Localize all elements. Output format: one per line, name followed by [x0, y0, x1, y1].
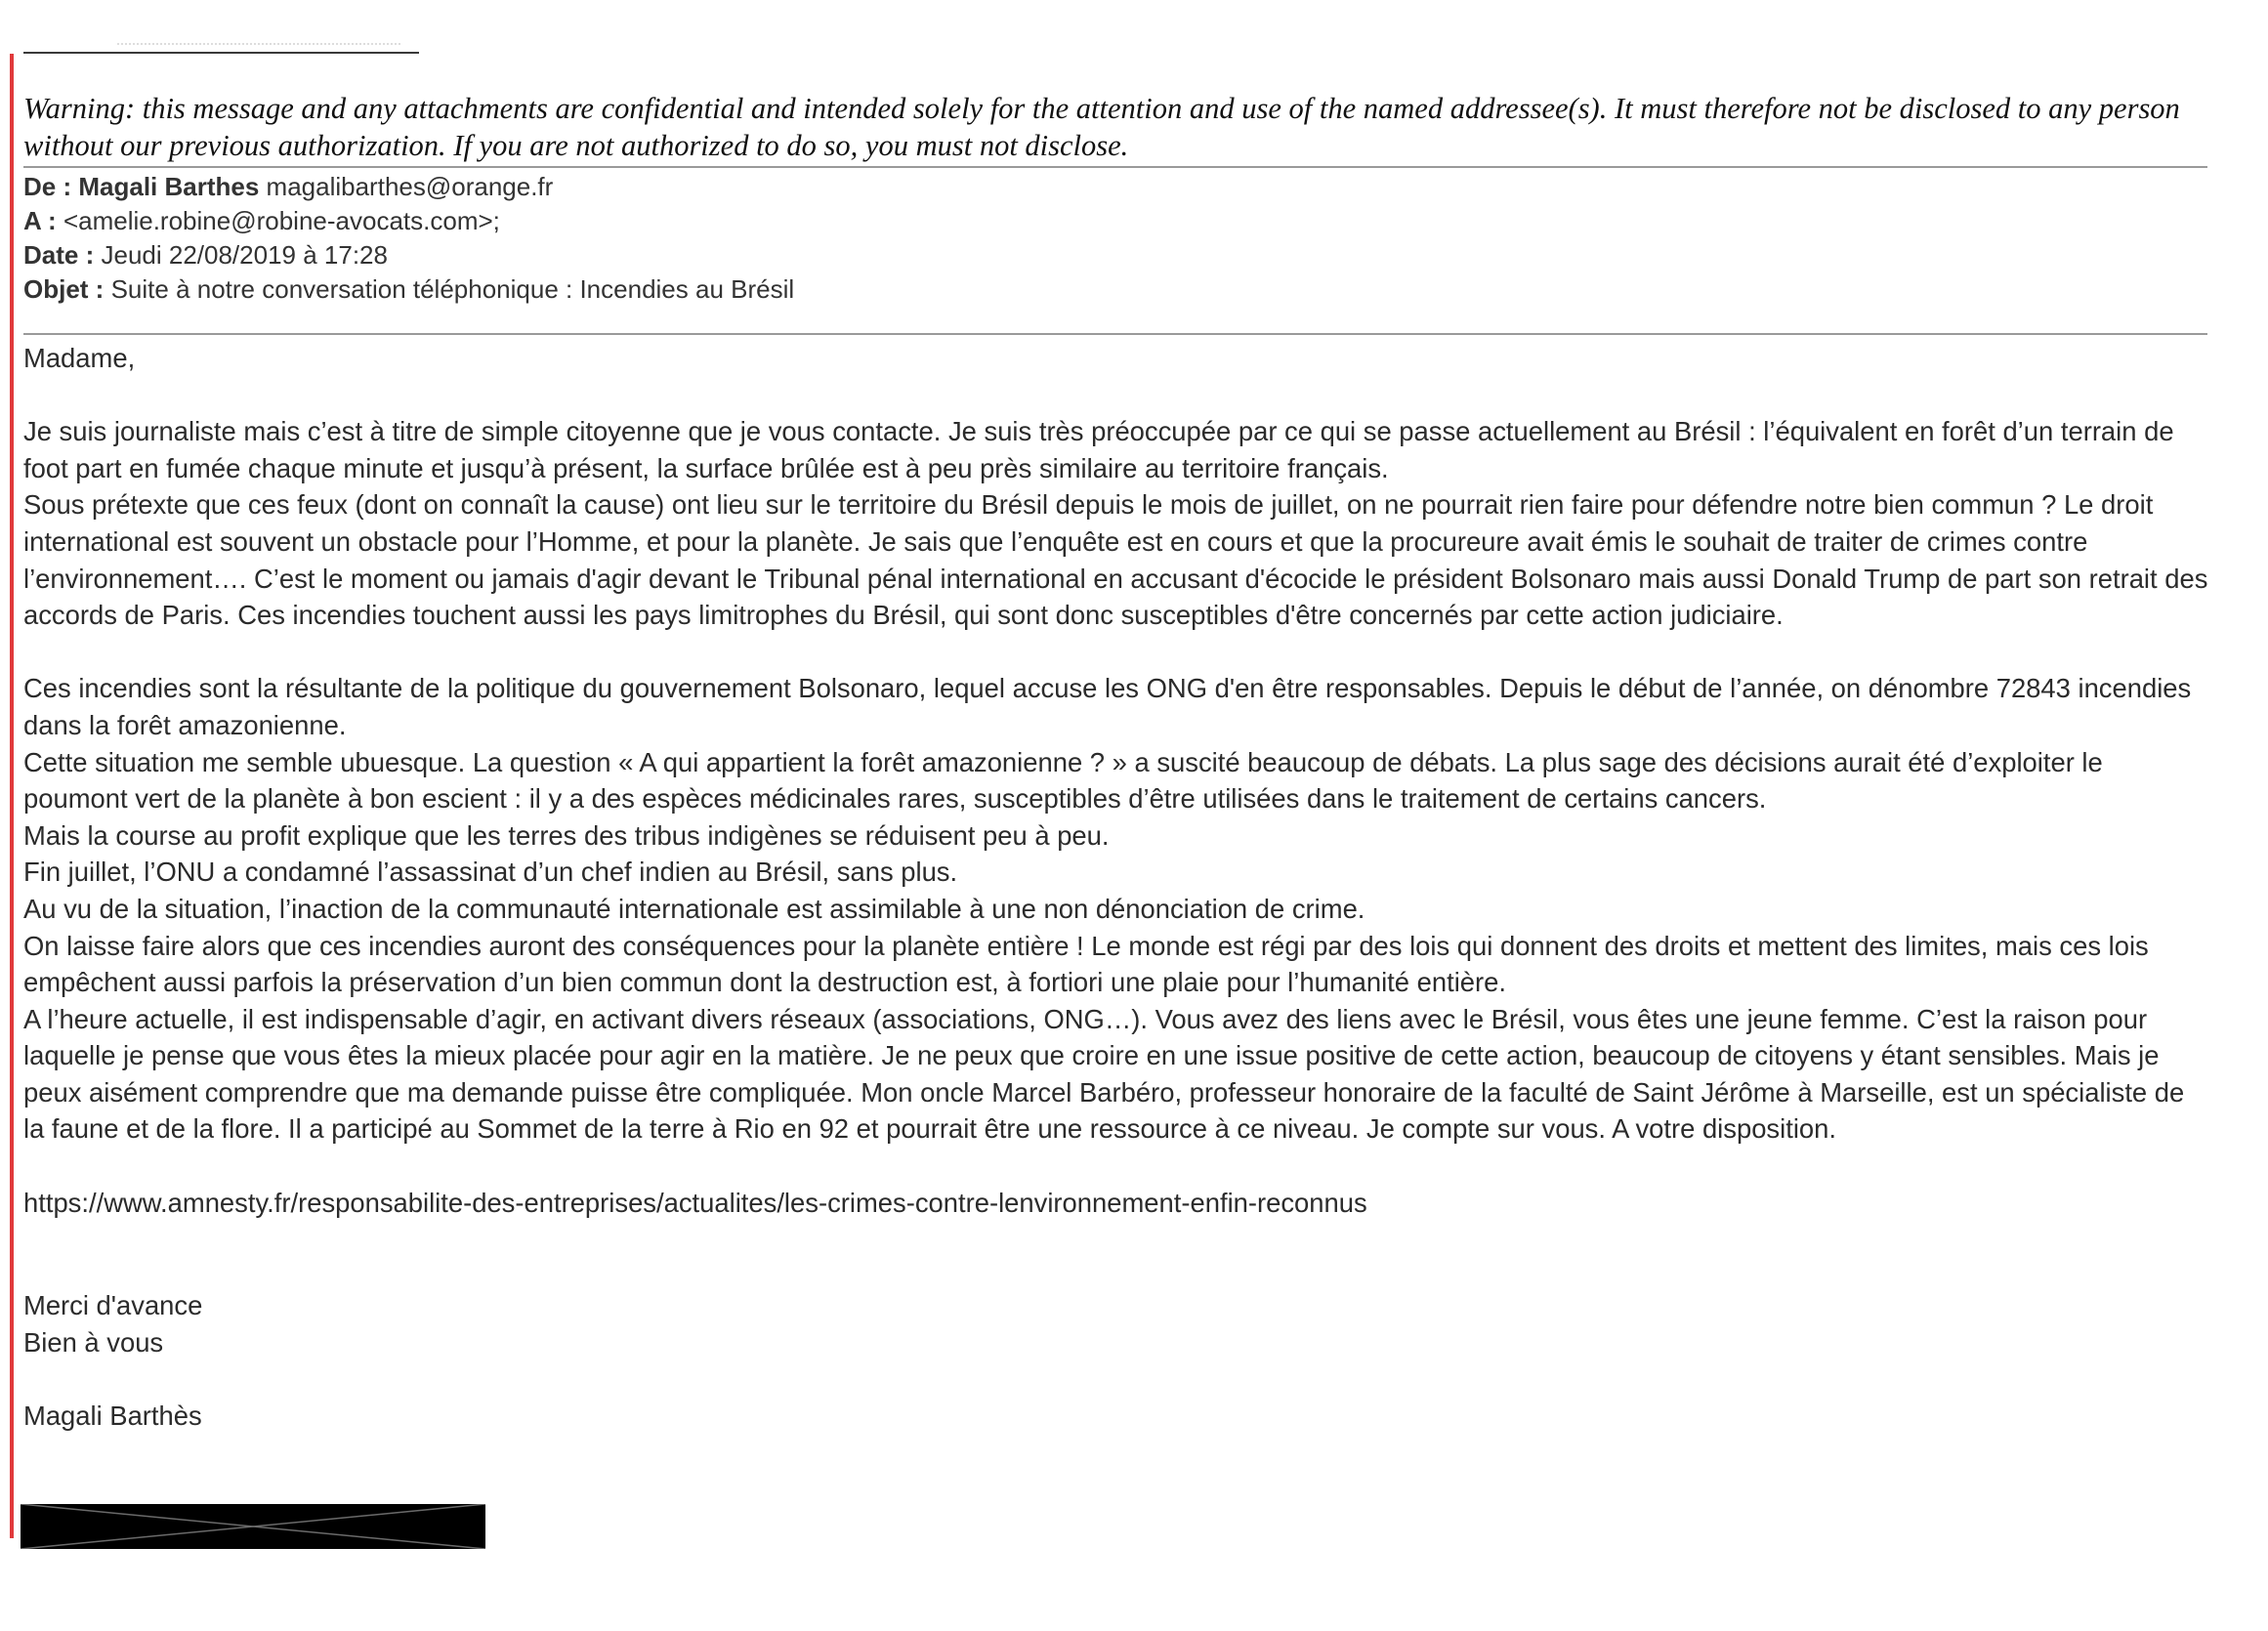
paragraph: Au vu de la situation, l’inaction de la communauté internationale est assimilable à une non dénonciation de crime.: [23, 893, 1365, 924]
quote-bar: [10, 54, 14, 1538]
closing-thanks: Merci d'avance: [23, 1290, 203, 1321]
email-body: [23, 340, 2211, 1435]
confidentiality-warning: Warning: this message and any attachments are confidential and intended solely for the attention and use of the named addressee(s). It must therefore not be disclosed to any person without our previous authorization. If you are not authorized to do so, you must not disclose.: [23, 92, 2180, 162]
redaction-box: [21, 1504, 485, 1549]
signature-name: Magali Barthès: [23, 1401, 202, 1432]
paragraph: Je suis journaliste mais c’est à titre de simple citoyenne que je vous contacte. Je suis très préoccupée par ce qui se passe actuellement au Brésil : l’équivalent en forêt d’un terrain de foot part en fumée chaque minute et jusqu’à présent, la surface brûlée est à peu près similaire au territoire français.: [23, 416, 2174, 483]
from-row: [23, 170, 2211, 204]
date-value: Jeudi 22/08/2019 à 17:28: [101, 240, 388, 270]
paragraph: Sous prétexte que ces feux (dont on connaît la cause) ont lieu sur le territoire du Brésil depuis le mois de juillet, on ne pourrait rien faire pour défendre notre bien commun ? Le droit international est souvent un obstacle pour l’Homme, et pour la planète. Je sais que l’enquête est en cours et que la procureure avait émis le souhait de traiter de crimes contre l’environnement…. C’est le moment ou jamais d'agir devant le Tribunal pénal international en accusant d'écocide le président Bolsonaro mais aussi Donald Trump de part son retrait des accords de Paris. Ces incendies touchent aussi les pays limitrophes du Brésil, qui sont donc susceptibles d'être concernés par cette action judiciaire.: [23, 489, 2208, 631]
top-separator: [23, 52, 419, 54]
paragraph: Cette situation me semble ubuesque. La question « A qui appartient la forêt amazonienne ? » a suscité beaucoup de débats. La plus sage des décisions aurait été d’exploiter le poumont vert de la planète à bon escient : il y a des espèces médicinales rares, susceptibles d’être utilisées dans le traitement de certains cancers.: [23, 746, 2103, 815]
paragraph: On laisse faire alors que ces incendies auront des conséquences pour la planète entière ! Le monde est régi par des lois qui donnent des droits et mettent des limites, mais ces lois empêchent aussi parfois la préservation d’un bien commun dont la destruction est, à fortiori une plaie pour l’humanité entière.: [23, 930, 2149, 998]
date-label: Date :: [23, 240, 95, 270]
subject-row: [23, 272, 2211, 307]
to-label: A :: [23, 206, 57, 235]
faded-signature-line: [117, 43, 400, 51]
subject-label: Objet :: [23, 274, 105, 304]
from-email[interactable]: magalibarthes@orange.fr: [266, 172, 554, 201]
paragraph: Ces incendies sont la résultante de la politique du gouvernement Bolsonaro, lequel accuse les ONG d'en être responsables. Depuis le début de l’année, on dénombre 72843 incendies dans la forêt amazonienne.: [23, 673, 2192, 740]
to-row: [23, 204, 2211, 238]
paragraph: Mais la course au profit explique que les terres des tribus indigènes se réduisent peu à peu.: [23, 819, 1110, 851]
date-row: [23, 238, 2211, 272]
from-name: Magali Barthes: [78, 172, 260, 201]
from-label: De :: [23, 172, 72, 201]
subject-value: Suite à notre conversation téléphonique : Incendies au Brésil: [110, 274, 795, 304]
paragraph: Fin juillet, l’ONU a condamné l’assassinat d’un chef indien au Brésil, sans plus.: [23, 857, 958, 888]
header-separator-bottom: [23, 333, 2207, 335]
closing-regards: Bien à vous: [23, 1326, 164, 1358]
header-separator-top: [23, 166, 2207, 168]
to-address[interactable]: <amelie.robine@robine-avocats.com>;: [63, 206, 500, 235]
redaction-cross-icon: [21, 1504, 485, 1549]
paragraph: A l’heure actuelle, il est indispensable d’agir, en activant divers réseaux (associations, ONG…). Vous avez des liens avec le Brésil, vous êtes une jeune femme. C’est la raison pour laquelle je pense que vous êtes la mieux placée pour agir en la matière. Je ne peux que croire en une issue positive de cette action, beaucoup de citoyens y étant sensibles. Mais je peux aisément comprendre que ma demande puisse être compliquée. Mon oncle Marcel Barbéro, professeur honoraire de la faculté de Saint Jérôme à Marseille, est un spécialiste de la faune et de la flore. Il a participé au Sommet de la terre à Rio en 92 et pourrait être une ressource à ce niveau. Je compte sur vous. A votre disposition.: [23, 1003, 2185, 1145]
amnesty-link[interactable]: https://www.amnesty.fr/responsabilite-des-entreprises/actualites/les-crimes-contre-lenvironnement-enfin-reconnus: [23, 1187, 1367, 1218]
greeting: Madame,: [23, 343, 136, 373]
email-header: [23, 170, 2211, 307]
email-content: [23, 90, 2211, 1435]
